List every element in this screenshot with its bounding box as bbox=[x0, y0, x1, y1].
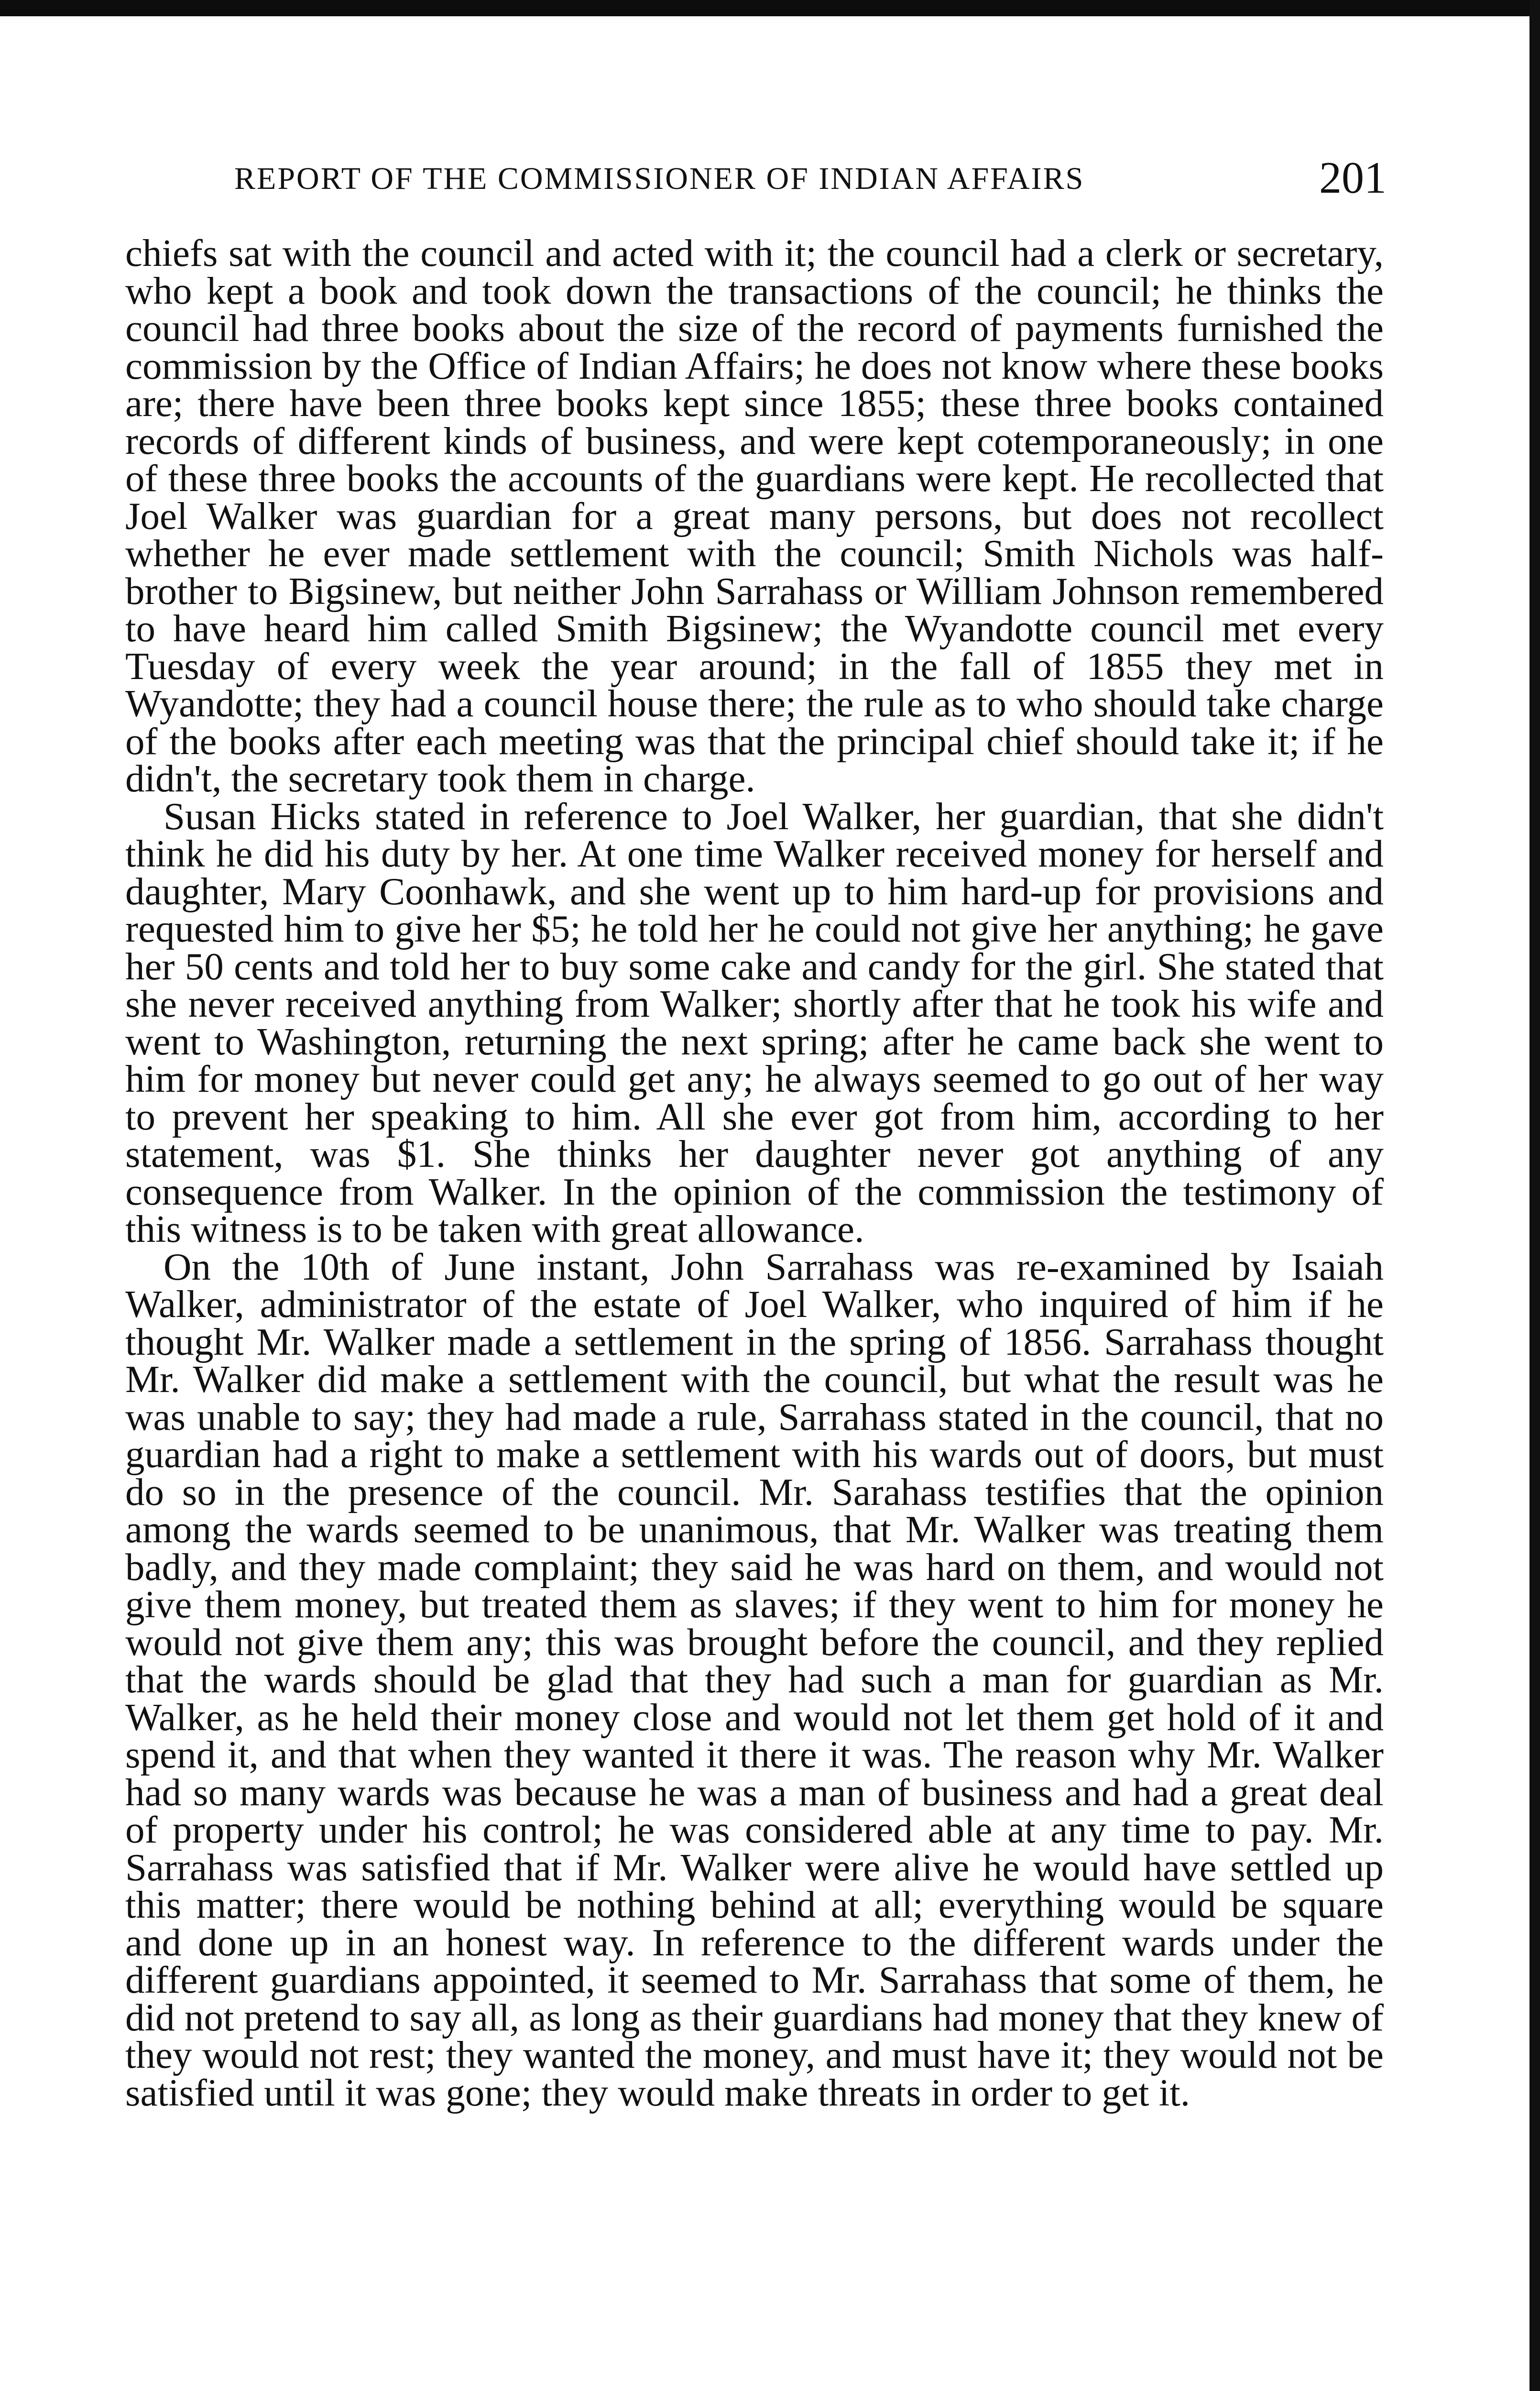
paragraph-sarrahass-reexamination: On the 10th of June instant, John Sarrahass was re-examined by Isaiah Walker, administrator of the estate of Joel Walker, who inquired of him if he thought Mr. Walker made a settlement in the spring of 1856. Sarrahass thought Mr. Walker did make a settlement with the council, but what the result was he was unable to say; they had made a rule, Sarrahass stated in the council, that no guardian had a right to make a settlement with his wards out of doors, but must do so in the presence of the council. Mr. Sarahass testifies that the opinion among the wards seemed to be unanimous, that Mr. Walker was treating them badly, and they made complaint; they said he was hard on them, and would not give them money, but treated them as slaves; if they went to him for money he would not give them any; this was brought before the council, and they replied that the wards should be glad that they had such a man for guardian as Mr. Walker, as he held their money close and would not let them get hold of it and spend it, and that when they wanted it there it was. The reason why Mr. Walker had so many wards was because he was a man of business and had a great deal of property under his control; he was considered able at any time to pay. Mr. Sarrahass was satisfied that if Mr. Walker were alive he would have settled up this matter; there would be nothing behind at all; everything would be square and done up in an honest way. In reference to the different wards under the different guardians appointed, it seemed to Mr. Sarrahass that some of them, he did not pretend to say all, as long as their guardians had money that they knew of they would not rest; they wanted the money, and must have it; they would not be satisfied until it was gone; they would make threats in order to get it. bbox=[125, 1245, 1384, 2114]
body-text bbox=[125, 231, 1384, 2114]
page-header bbox=[234, 152, 1387, 205]
scan-border-top bbox=[0, 0, 1540, 16]
page-number: 201 bbox=[1319, 153, 1387, 203]
paragraph-continued: chiefs sat with the council and acted with it; the council had a clerk or secretary, who kept a book and took down the transactions of the council; he thinks the council had three books about the size of the record of payments furnished the commission by the Office of Indian Affairs; he does not know where these books are; there have been three books kept since 1855; these three books contained records of different kinds of business, and were kept cotemporaneously; in one of these three books the accounts of the guardians were kept. He recollected that Joel Walker was guardian for a great many persons, but does not recollect whether he ever made settlement with the council; Smith Nichols was half-brother to Bigsinew, but neither John Sarrahass or William Johnson remembered to have heard him called Smith Bigsinew; the Wyandotte council met every Tuesday of every week the year around; in the fall of 1855 they met in Wyandotte; they had a council house there; the rule as to who should take charge of the books after each meeting was that the principal chief should take it; if he didn't, the secretary took them in charge. bbox=[125, 231, 1384, 800]
scan-border-right bbox=[1529, 0, 1540, 2391]
paragraph-susan-hicks: Susan Hicks stated in reference to Joel Walker, her guardian, that she didn't think he did his duty by her. At one time Walker received money for herself and daughter, Mary Coonhawk, and she went up to him hard-up for provisions and requested him to give her $5; he told her he could not give her anything; he gave her 50 cents and told her to buy some cake and candy for the girl. She stated that she never received anything from Walker; shortly after that he took his wife and went to Washington, returning the next spring; after he came back she went to him for money but never could get any; he always seemed to go out of her way to prevent her speaking to him. All she ever got from him, according to her statement, was $1. She thinks her daughter never got anything of any consequence from Walker. In the opinion of the commission the testimony of this witness is to be taken with great allowance. bbox=[125, 794, 1384, 1250]
running-title: REPORT OF THE COMMISSIONER OF INDIAN AFFAIRS bbox=[234, 161, 1085, 196]
